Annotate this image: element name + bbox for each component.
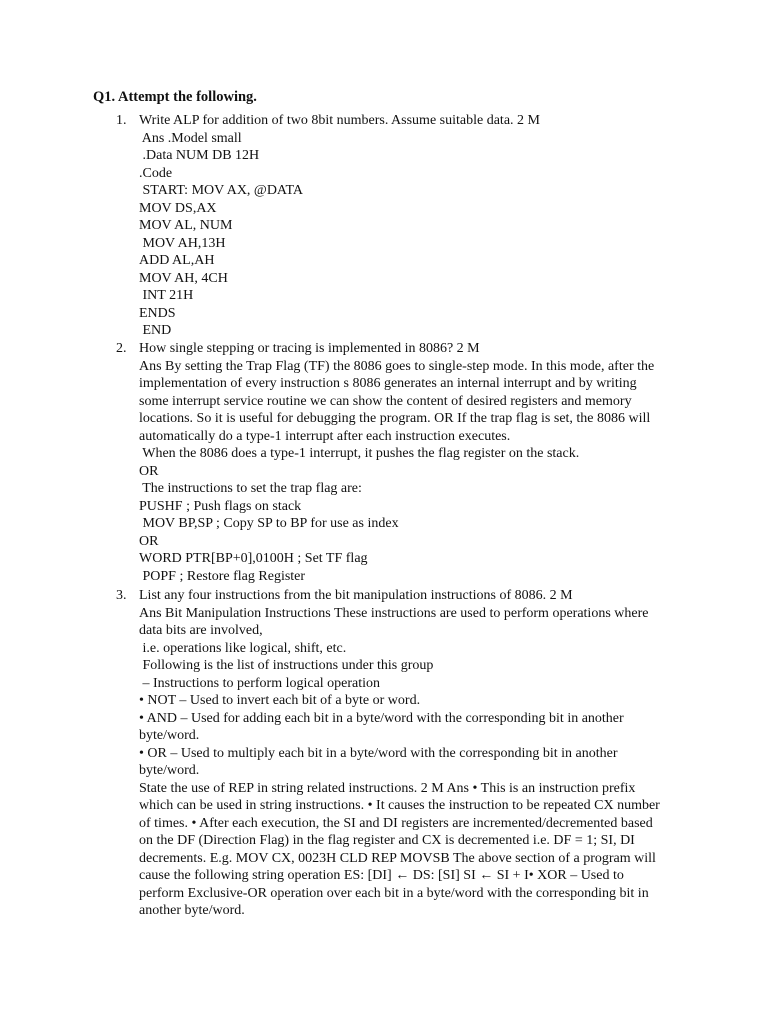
text-line: byte/word. [139,728,200,743]
text-line: When the 8086 does a type-1 interrupt, it pushes the flag register on the stack. [139,446,580,461]
text-line: .Data NUM DB 12H [139,148,260,163]
text-line: Ans By setting the Trap Flag (TF) the 8086 goes to single-step mode. In this mode, after the [139,358,655,374]
question-number: 3. [116,588,127,603]
text-line: Ans Bit Manipulation Instructions These instructions are used to perform operations where [139,605,649,621]
text-line: MOV AL, NUM [139,218,233,233]
text-line: • OR – Used to multiply each bit in a byte/word with the corresponding bit in another [139,745,618,761]
question-body [139,587,679,920]
text-line: OR [139,533,159,549]
text-line: on the DF (Direction Flag) in the flag register and CX is decremented i.e. DF = 1; SI, DI [139,833,635,848]
text-line: • AND – Used for adding each bit in a byte/word with the corresponding bit in another [139,710,624,726]
text-line: automatically do a type-1 interrupt after each instruction executes. [139,428,511,444]
text-line: decrements. E.g. MOV CX, 0023H CLD REP MOVSB The above section of a program will [139,850,656,866]
text-line: MOV AH, 4CH [139,270,228,286]
text-line: WORD PTR[BP+0],0100H ; Set TF flag [139,551,368,566]
text-line: POPF ; Restore flag Register [139,568,306,584]
text-line: List any four instructions from the bit manipulation instructions of 8086. 2 M [139,588,573,603]
text-line: PUSHF ; Push flags on stack [139,498,302,514]
question-number: 2. [116,341,127,356]
text-line: cause the following string operation ES: [DI] ← DS: [SI] SI ← SI + I• XOR – Used to [139,868,624,883]
text-line: MOV BP,SP ; Copy SP to BP for use as index [139,516,399,531]
text-line: Write ALP for addition of two 8bit numbers. Assume suitable data. 2 M [139,113,540,128]
question-body [139,340,679,585]
text-line: MOV DS,AX [139,200,217,216]
text-line: byte/word. [139,763,200,778]
text-line: – Instructions to perform logical operation [139,675,381,691]
text-line: • NOT – Used to invert each bit of a byte or word. [139,693,421,708]
question-number: 1. [116,113,127,128]
text-line: Following is the list of instructions under this group [139,658,434,673]
text-line: some interrupt service routine we can show the content of desired registers and memory [139,393,632,409]
text-line: which can be used in string instructions. • It causes the instruction to be repeated CX number [139,798,660,813]
text-line: implementation of every instruction s 8086 generates an internal interrupt and by writing [139,376,637,391]
question-body [139,112,679,340]
text-line: State the use of REP in string related instructions. 2 M Ans • This is an instruction prefix [139,780,636,796]
section-heading: Q1. Attempt the following. [93,89,257,105]
text-line: INT 21H [139,288,194,303]
text-line: locations. So it is useful for debugging the program. OR If the trap flag is set, the 8086 will [139,411,651,426]
text-line: Ans .Model small [139,130,242,146]
text-line: perform Exclusive-OR operation over each bit in a byte/word with the corresponding bit in [139,885,649,901]
text-line: i.e. operations like logical, shift, etc. [139,640,347,656]
text-line: ADD AL,AH [139,253,215,268]
text-line: END [139,323,172,338]
text-line: another byte/word. [139,903,245,918]
text-line: data bits are involved, [139,623,263,638]
text-line: .Code [139,165,173,181]
text-line: START: MOV AX, @DATA [139,183,304,198]
text-line: How single stepping or tracing is implemented in 8086? 2 M [139,341,480,356]
text-line: of times. • After each execution, the SI and DI registers are incremented/decremented based [139,815,653,831]
text-line: The instructions to set the trap flag are: [139,481,362,496]
text-line: MOV AH,13H [139,235,226,251]
text-line: OR [139,463,159,479]
text-line: ENDS [139,305,176,321]
